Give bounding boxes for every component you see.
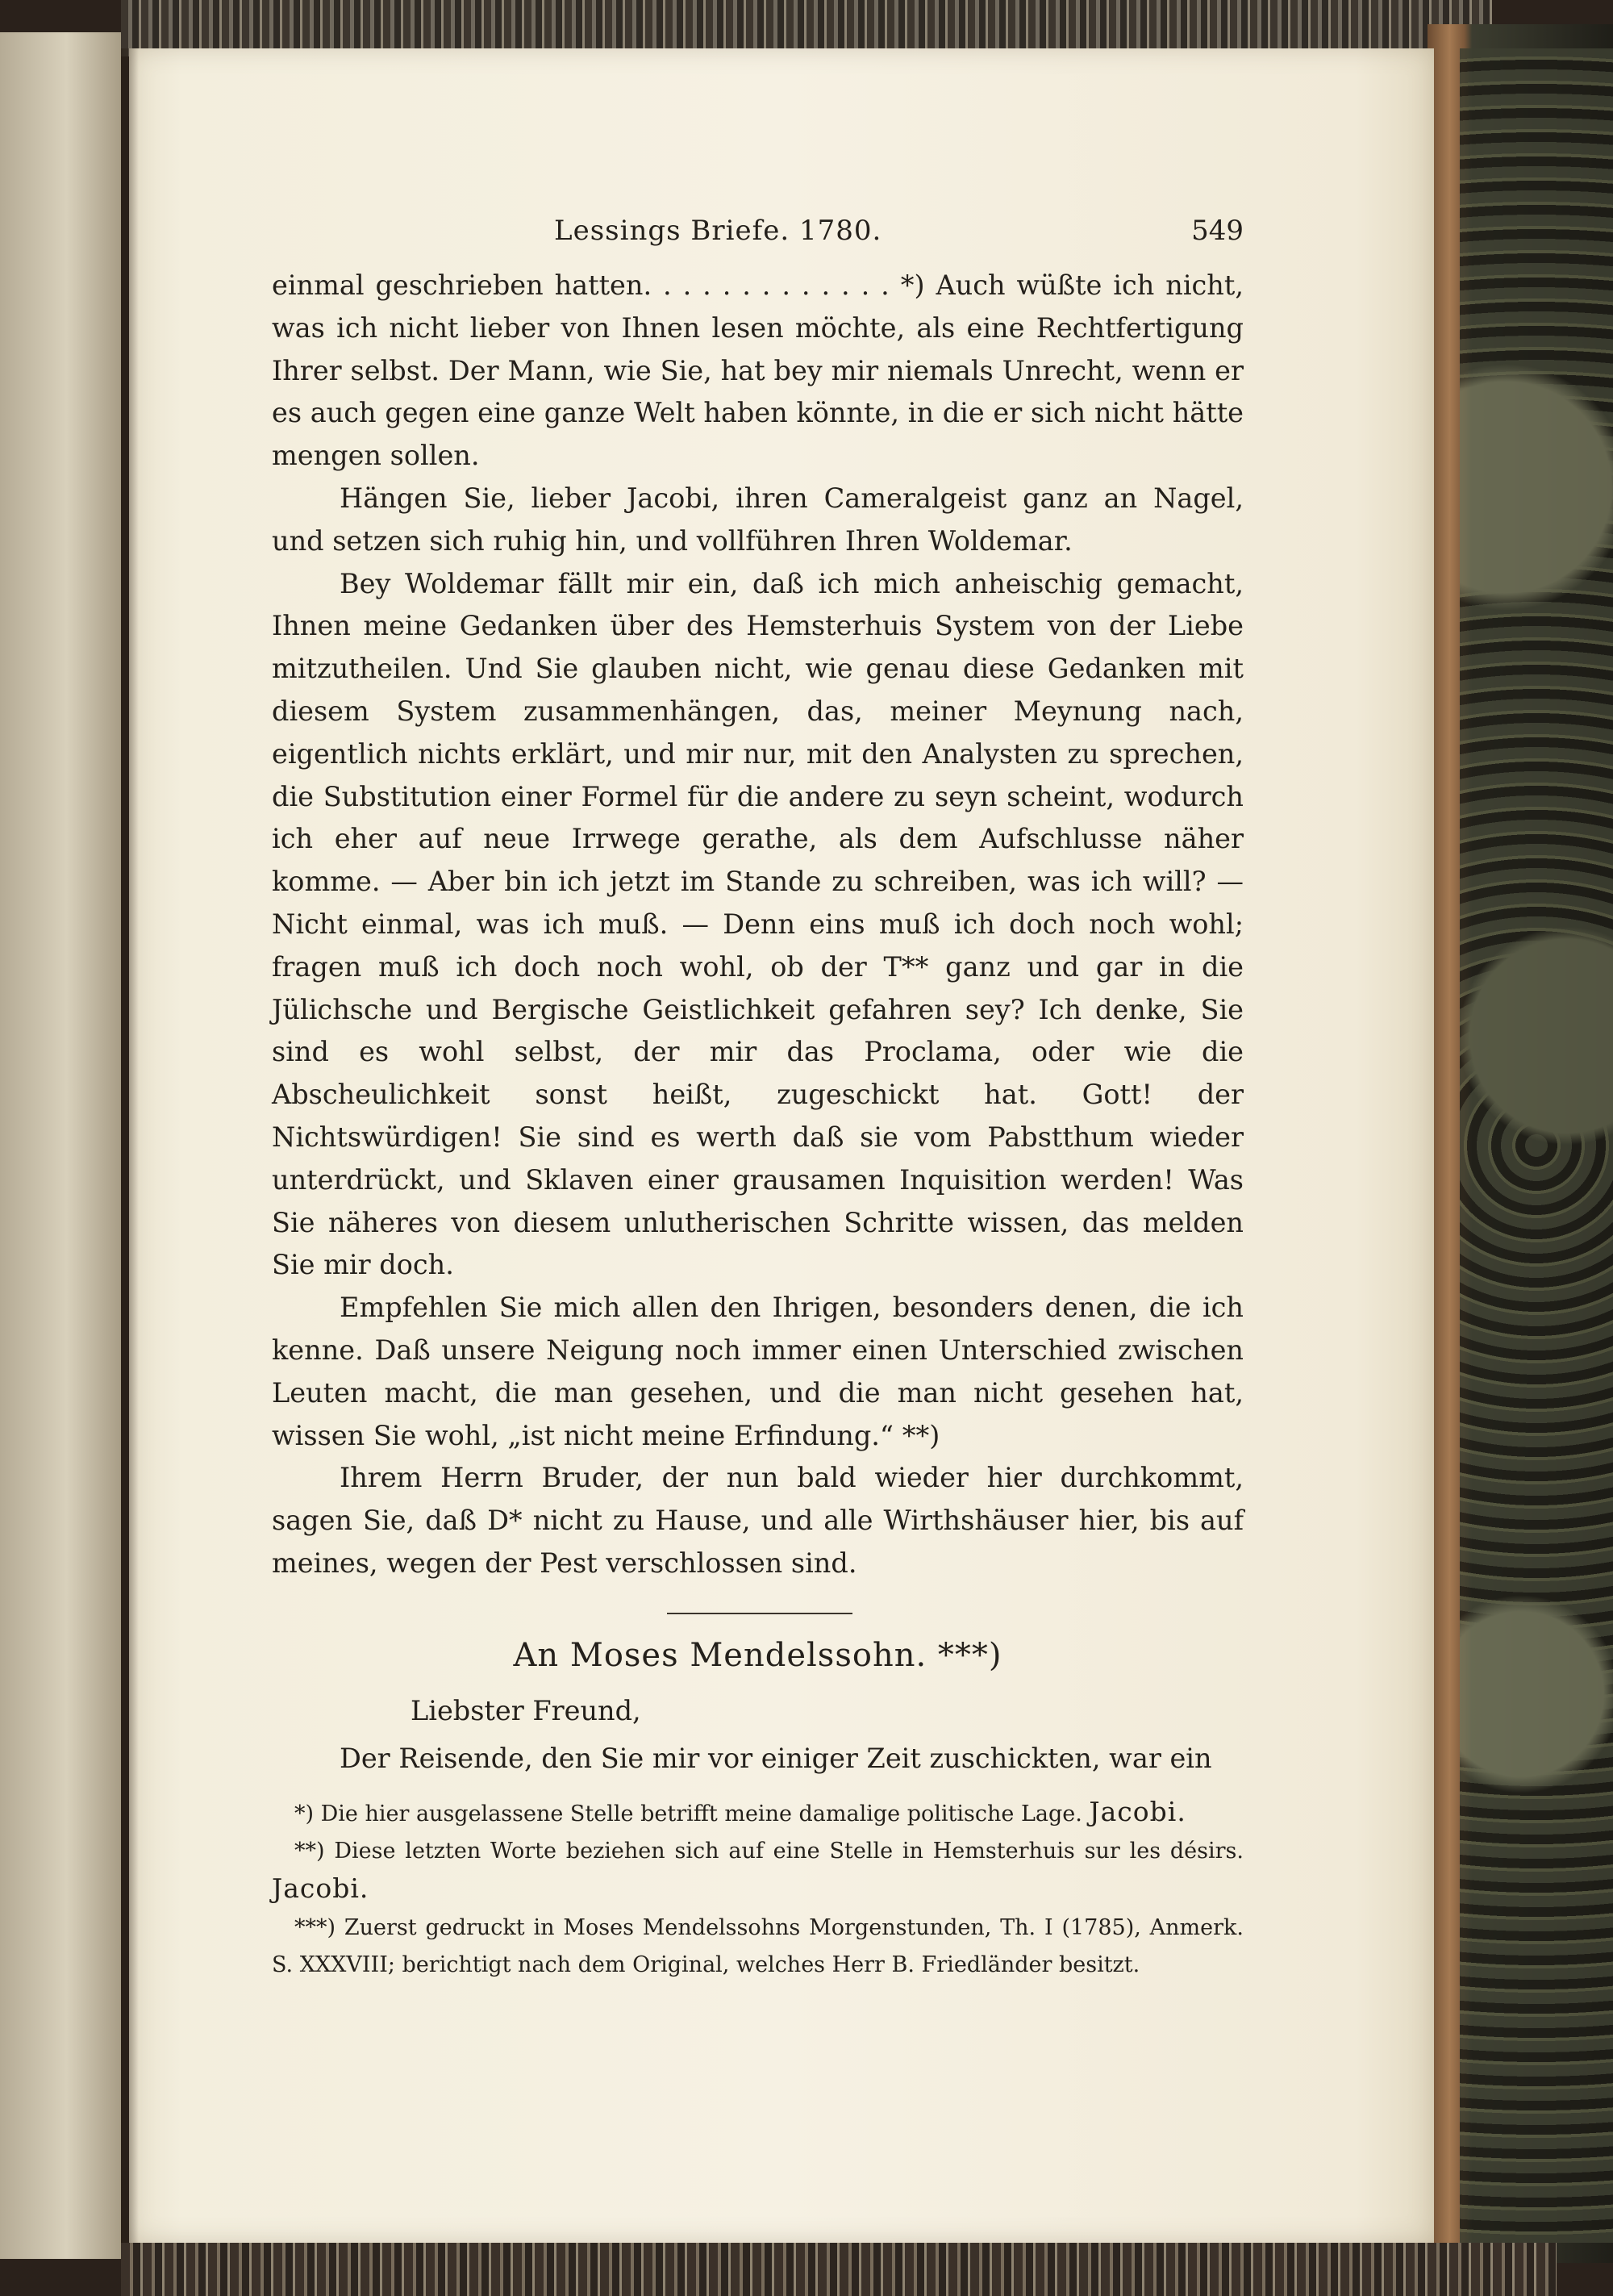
gutter-shadow — [121, 48, 139, 2243]
paragraph: Hängen Sie, lieber Jacobi, ihren Cameralgeist ganz an Nagel, und setzen sich ruhig hin, und vollführen Ihren Woldemar. — [272, 482, 1244, 557]
footnote-text: *) Die hier ausgelassene Stelle betrifft meine damalige politische Lage. — [294, 1801, 1082, 1826]
footnotes — [272, 1793, 1244, 1984]
footnote — [272, 1833, 1244, 1910]
marbled-endpaper — [1460, 48, 1613, 2243]
salutation: Liebster Freund, — [411, 1694, 641, 1726]
footnote: ***) Zuerst gedruckt in Moses Mendelssohns Morgenstunden, Th. I (1785), Anmerk. S. XXXVIII; berichtigt nach dem Original, welches Herr B. Friedländer besitzt. — [272, 1914, 1244, 1977]
paragraph: einmal geschrieben hatten. . . . . . . . . . . . . *) Auch wüßte ich nicht, was ich nicht lieber von Ihnen lesen möchte, als eine Rechtfertigung Ihrer selbst. Der Mann, wie Sie, hat bey mir niemals Unrecht, wenn er es auch gegen eine ganze Welt haben könnte, in die er sich nicht hätte mengen sollen. — [272, 269, 1244, 472]
footnote — [272, 1793, 1244, 1833]
letter-body — [272, 265, 1244, 1585]
running-header — [272, 208, 1244, 265]
page-text-block — [272, 208, 1244, 1984]
paragraph: Bey Woldemar fällt mir ein, daß ich mich anheischig gemacht, Ihnen meine Gedanken über des Hemsterhuis System von der Liebe mitzutheilen. Und Sie glauben nicht, wie genau diese Gedanken mit diesem System zusammenhängen, das, meiner Meynung nach, eigentlich nichts erklärt, und mir nur, mit den Analysten zu sprechen, die Substitution einer Formel für die andere zu seyn scheint, wodurch ich eher auf neue Irrwege gerathe, als dem Aufschlusse näher komme. — Aber bin ich jetzt im Stande zu schreiben, was ich will? — Nicht einmal, was ich muß. — Denn eins muß ich doch noch wohl; fragen muß ich doch noch wohl, ob der T** ganz und gar in die Jülichsche und Bergische Geistlichkeit gefahren sey? Ich denke, Sie sind es wohl selbst, der mir das Proclama, oder wie die Abscheulichkeit sonst heißt, zugeschickt hat. Gott! der Nichtswürdigen! Sie sind es werth daß sie vom Pabstthum wieder unterdrückt, und Sklaven einer grausamen Inquisition werden! Was Sie näheres von diesem unlutherischen Schritte wissen, das melden Sie mir doch. — [272, 567, 1244, 1281]
scan-bottom-edge — [121, 2243, 1557, 2296]
footnote-signature: Jacobi. — [272, 1872, 369, 1904]
left-page-edge — [0, 32, 121, 2259]
paragraph: Empfehlen Sie mich allen den Ihrigen, besonders denen, die ich kenne. Daß unsere Neigung noch immer einen Unterschied zwischen Leuten macht, die man gesehen, und die man nicht gesehen hat, wissen Sie wohl, „ist nicht meine Erfindung.“ **) — [272, 1292, 1244, 1451]
paragraph: Der Reisende, den Sie mir vor einiger Zeit zuschickten, war ein — [340, 1742, 1212, 1774]
footnote-signature: Jacobi. — [1089, 1795, 1186, 1827]
section-separator-rule — [667, 1613, 852, 1614]
footnote-text: **) Diese letzten Worte beziehen sich auf eine Stelle in Hemsterhuis sur les désirs. — [294, 1838, 1244, 1864]
page-number: 549 — [1191, 215, 1244, 247]
paragraph: Ihrem Herrn Bruder, der nun bald wieder hier durchkommt, sagen Sie, daß D* nicht zu Hause, und alle Wirthshäuser hier, bis auf meines, wegen der Pest verschlossen sind. — [272, 1462, 1244, 1579]
letter-heading: An Moses Mendelssohn. ***) — [513, 1636, 1002, 1674]
running-title: Lessings Briefe. 1780. — [554, 215, 882, 247]
